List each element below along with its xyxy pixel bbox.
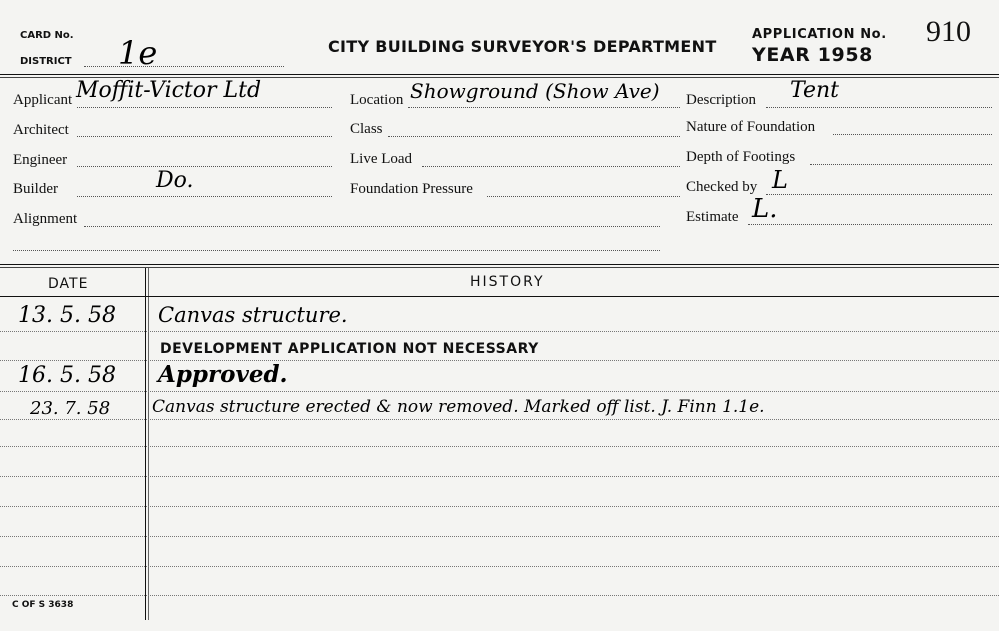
history-text: Canvas structure erected & now removed. Marked off list. J. Finn 1.1e.: [152, 397, 765, 417]
depth-line: [810, 164, 992, 165]
nature-of-foundation-label: Nature of Foundation: [686, 119, 816, 135]
header-divider: [0, 74, 999, 75]
alignment-label: Alignment: [13, 211, 78, 227]
header-row-bottom: [0, 296, 999, 297]
location-value: Showground (Show Ave): [410, 79, 660, 103]
year-label: YEAR 1958: [752, 44, 873, 66]
date-column-divider-2: [148, 268, 149, 620]
checked-value: L: [772, 166, 788, 194]
checked-line: [766, 194, 992, 195]
history-date: 23. 7. 58: [30, 398, 111, 419]
alignment-line-2: [13, 250, 660, 251]
class-line: [388, 136, 680, 137]
ruled-line: [0, 419, 999, 420]
checked-by-label: Checked by: [686, 179, 758, 195]
estimate-value: L.: [752, 194, 778, 224]
location-label: Location: [350, 92, 404, 108]
applicant-label: Applicant: [13, 92, 73, 108]
applicant-value: Moffit-Victor Ltd: [76, 78, 262, 103]
ruled-line: [0, 566, 999, 567]
depth-of-footings-label: Depth of Footings: [686, 149, 796, 165]
ruled-line: [0, 360, 999, 361]
class-label: Class: [350, 121, 383, 137]
application-number: 910: [926, 15, 971, 48]
history-date: 13. 5. 58: [18, 303, 116, 328]
date-column-header: DATE: [48, 276, 89, 292]
ruled-line: [0, 536, 999, 537]
footer-code: C OF S 3638: [12, 600, 74, 610]
architect-line: [77, 136, 332, 137]
engineer-line: [77, 166, 332, 167]
ruled-line: [0, 391, 999, 392]
ruled-line: [0, 476, 999, 477]
history-stamp: DEVELOPMENT APPLICATION NOT NECESSARY: [160, 341, 539, 357]
history-column-header: HISTORY: [470, 274, 545, 290]
description-line: [766, 107, 992, 108]
builder-line: [77, 196, 332, 197]
builder-value: Do.: [156, 168, 194, 193]
district-dotted-line: [84, 66, 284, 67]
builder-label: Builder: [13, 181, 58, 197]
applicant-line: [77, 107, 332, 108]
description-label: Description: [686, 92, 756, 108]
ruled-line: [0, 446, 999, 447]
department-title: CITY BUILDING SURVEYOR'S DEPARTMENT: [328, 37, 717, 56]
foundation-pressure-line: [487, 196, 680, 197]
foundation-pressure-label: Foundation Pressure: [350, 181, 473, 197]
district-value: 1e: [118, 34, 158, 72]
history-text: Approved.: [158, 361, 288, 388]
live-load-line: [422, 166, 680, 167]
nature-line: [833, 134, 992, 135]
estimate-line: [748, 224, 992, 225]
live-load-label: Live Load: [350, 151, 413, 167]
history-date: 16. 5. 58: [18, 363, 116, 388]
application-no-label: APPLICATION No.: [752, 27, 887, 42]
ruled-line: [0, 595, 999, 596]
ruled-line: [0, 506, 999, 507]
ruled-line: [0, 331, 999, 332]
alignment-line: [84, 226, 660, 227]
estimate-label: Estimate: [686, 209, 739, 225]
district-label: DISTRICT: [20, 56, 72, 67]
location-line: [408, 107, 680, 108]
description-value: Tent: [790, 78, 839, 103]
history-text: Canvas structure.: [158, 303, 348, 327]
date-column-divider: [145, 268, 146, 620]
history-top-border-2: [0, 267, 999, 268]
history-top-border: [0, 264, 999, 265]
card-no-label: CARD No.: [20, 30, 74, 41]
architect-label: Architect: [13, 122, 69, 138]
engineer-label: Engineer: [13, 152, 68, 168]
